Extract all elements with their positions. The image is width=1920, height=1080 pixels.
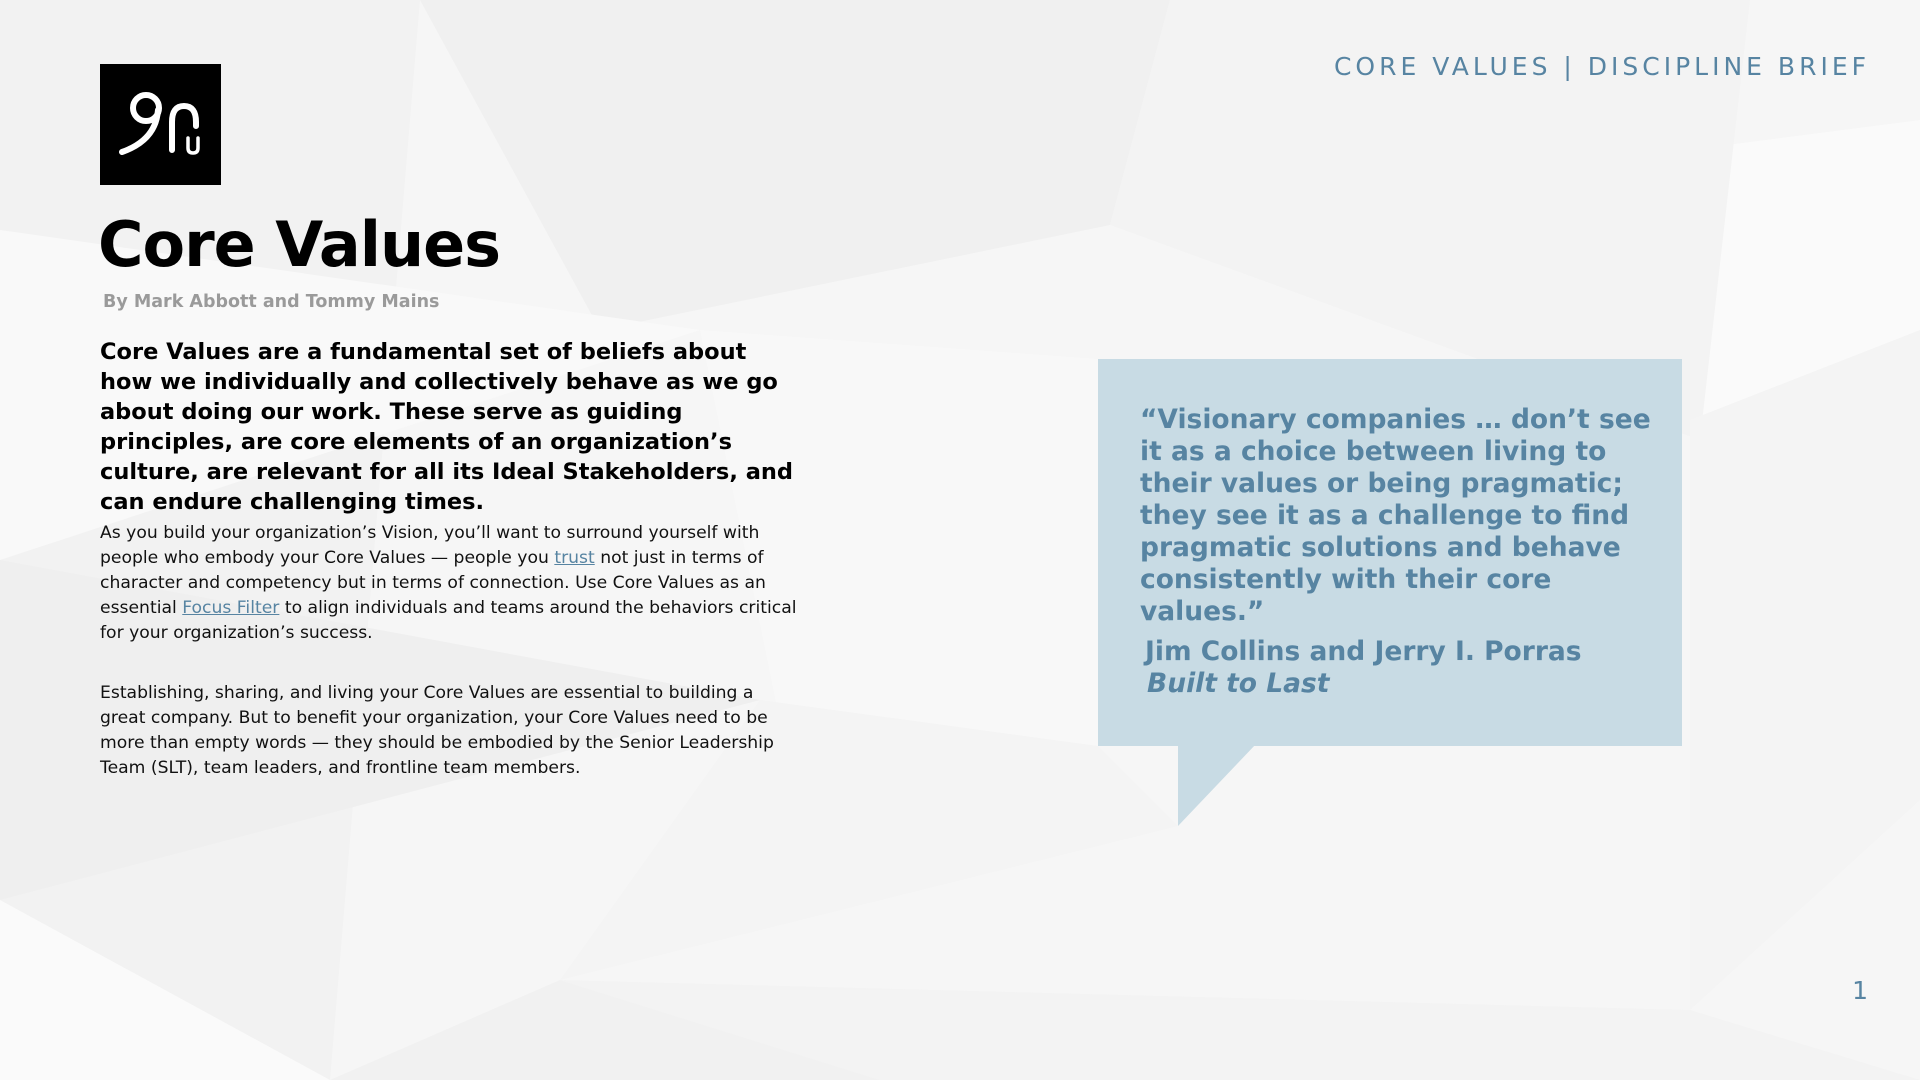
document-category-header: CORE VALUES | DISCIPLINE BRIEF (1333, 52, 1870, 81)
focus-filter-link[interactable]: Focus Filter (182, 598, 280, 618)
author-byline: By Mark Abbott and Tommy Mains (103, 292, 440, 312)
quote-text: “Visionary companies … don’t see it as a choice between living to their values or being pragmatic; they see it as a challenge to find pragmatic solutions and behave consistently with their core values.” (1140, 404, 1651, 627)
trust-link[interactable]: trust (554, 548, 595, 568)
body-text-segment: As you build your organization’s Vision, you’ll want to surround yourself with people who embody your Core Values — people you (100, 523, 760, 568)
lead-paragraph: Core Values are a fundamental set of beliefs about how we individually and collectively behave as we go about doing our work. These serve as guiding principles, are core elements of an organization’s culture, are relevant for all its Ideal Stakeholders, and can endure challenging times. (100, 339, 794, 515)
body-paragraph-vision (100, 521, 800, 646)
body-text-segment: not just in terms of character and competency but in terms of connection. Use Core Values as an essential (100, 548, 766, 618)
quote-source-title: Built to Last (1147, 668, 1330, 699)
page-title: Core Values (98, 208, 501, 281)
body-text-segment: to align individuals and teams around the behaviors critical for your organization’s success. (100, 598, 797, 643)
quote-callout-tail (1178, 744, 1256, 826)
page-number: 1 (1852, 976, 1868, 1005)
body-paragraph-living-values: Establishing, sharing, and living your Core Values are essential to building a great company. But to benefit your organization, your Core Values need to be more than empty words — they should be embodied by the Senior Leadership Team (SLT), team leaders, and frontline team members. (100, 683, 774, 778)
company-logo (100, 64, 221, 185)
quote-author: Jim Collins and Jerry I. Porras (1145, 636, 1582, 667)
